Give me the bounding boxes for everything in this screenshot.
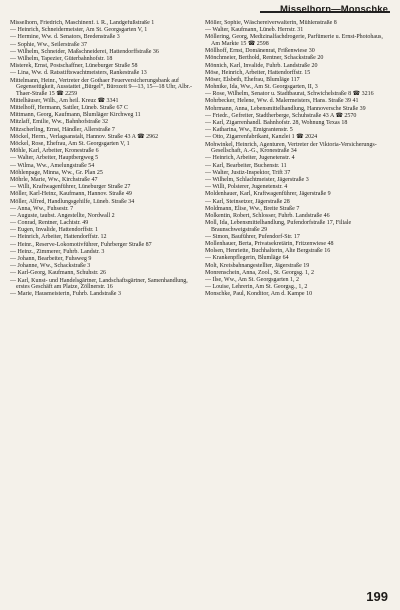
directory-entry: — Heinrich, Arbeiter, Hattendorffstr. 12 [10, 234, 107, 241]
directory-entry: — Heinrich, Arbeiter, Jugenetenstr. 4 [205, 155, 295, 162]
directory-entry: Möller, Karl-Heinz, Kaufmann, Hannov. Straße 49 [10, 191, 132, 198]
directory-entry: Möllering, Georg, Medizinalfachdrogerie, Parfümerie u. Ernst-Photohaus, Am Markte 15 ☎ 2598 [205, 34, 383, 47]
directory-entry: — Heinr., Reserve-Lokomotivführer, Fuhrberger Straße 87 [10, 241, 152, 248]
directory-entry: Mohrmann, Anna, Lebensmittelhandlung, Hannoversche Straße 39 [205, 105, 366, 112]
directory-entry: — Friedr., Gefreiter, Stadtherberge, Schuhstraße 43 A ☎ 2570 [205, 112, 357, 119]
directory-entry: — Sophie, Ww., Seilerstraße 37 [10, 41, 87, 48]
directory-entry: Monschke, Paul, Konditor, Am d. Kampe 10 [205, 291, 313, 298]
directory-entry: Mohwinkel, Heinrich, Agenturen, Vertreter der Viktoria-Versicherungs-Gesellschaft, A.-G., Kronestraße 34 [205, 141, 377, 155]
directory-entry: Misselhorn, Friedrich, Maschinenf. i. R., Landgefußstraße 1 [10, 20, 155, 26]
directory-entry: Mitzlaff, Emilie, Ww., Bahnhofstraße 32 [10, 119, 109, 126]
directory-entry: Möhle, Karl, Arbeiter, Kronestraße 6 [10, 148, 99, 155]
directory-entry: Moldenhauer, Karl, Kraftwagenführer, Jägerstraße 9 [205, 191, 331, 198]
directory-entry: Möse, Heinrich, Arbeiter, Hattendorffstr. 15 [205, 69, 311, 76]
directory-entry: Möckel, Rose, Ehefrau, Am St. Georgsgarten V, 1 [10, 141, 130, 147]
entry-columns [10, 20, 390, 584]
directory-entry: Möllhoff, Ernst, Domänenrat, Frißenwiese 30 [205, 48, 315, 55]
directory-entry: Mittelhäuser, Wilh., Am heil. Kreuz ☎ 3341 [10, 97, 119, 104]
directory-entry: — Johanne, Ww., Schackstraße 3 [10, 263, 91, 270]
directory-entry: Möller, Alfred, Handlungsgehilfe, Lüneb. Straße 34 [10, 198, 135, 205]
directory-entry: — Wilma, Ww., Amelungstraße 54 [10, 162, 95, 169]
directory-entry: Möckel, Herm., Verlagsanstalt, Hannov. Straße 43 A ☎ 2962 [10, 133, 159, 140]
directory-entry: — Walter, Kaufmann, Lüneb. Herrstr. 31 [205, 27, 304, 34]
running-head: Misselhorn—Monschke [279, 4, 388, 15]
directory-entry: — Krankenpflegerin, Blumläge 64 [205, 255, 289, 262]
directory-entry: — Heinz., Zimmerer, Fuhrb. Landstr. 3 [10, 248, 105, 255]
directory-entry: Möhrle, Marie, Ww., Kirchstraße 47 [10, 176, 98, 183]
directory-entry: — Heinrich, Schneidermeister, Am St. Georgsgarten V, 1 [10, 27, 148, 34]
directory-entry: Mönchmeier, Berthold, Rentner, Schackstraße 20 [205, 55, 324, 62]
directory-entry: Mollenhauer, Berta, Privatsekretärin, Fritzenwiese 48 [205, 241, 334, 248]
directory-entry: Moll, Ida, Lebensmittelhandlung, Pufendorfstraße 17, Filiale Braunschweigstraße 29 [205, 220, 352, 233]
directory-entry: — Conrad, Rentner, Lachtstr. 49 [10, 220, 89, 227]
directory-entry: — Marie, Hausmeisterin, Fuhrb. Landstraße 3 [10, 291, 121, 298]
directory-entry: Molt, Kreisbahnangestellter, Jägerstraße 19 [205, 262, 310, 269]
directory-entry: — Louise, Lehrerin, Am St. Georgsg., 1, 2 [205, 284, 308, 291]
directory-entry: Mönnich, Karl, Invalide, Fuhrb. Landstraße 20 [205, 62, 318, 69]
directory-entry: — Rose, Wilhelm, Senator u. Stadtbaurat, Schwichelstraße 8 ☎ 3216 [205, 91, 374, 98]
directory-entry: — Karl, Steinsetzer, Jägerstraße 28 [205, 198, 290, 205]
directory-entry: Moldmann, Elise, Ww., Breite Straße 7 [205, 205, 300, 212]
directory-entry: — Karl, Kunst- und Handelsgärtner, Landschaftsgärtner, Samenhandlung, erstes Geschäft am Platze, Zöllnerstr. 16 [10, 277, 188, 291]
directory-entry: — Otto, Zigarrenfabrikant, Kanzlei 1 ☎ 2024 [205, 134, 318, 141]
directory-entry: Möller, Sophie, Wäschereiverwalterin, Mühlenstraße 8 [205, 20, 337, 26]
directory-entry: — Wilhelm, Schlachtmeister, Jägerstraße 3 [205, 176, 309, 183]
directory-entry: — Anna, Ww., Fuhsestr. 7 [10, 205, 74, 212]
directory-entry: — Wilhelm, Tapezier, Güterbahnhofstr. 18 [10, 55, 113, 62]
directory-entry: Mittelmann, Heinr., Vertreter der Gothaer Feuerversicherungsbank auf Gegenseitigkeit, Ausstattet „Bürgel“, Bürozeit 9—13, 15—18 Uhr, Albr.-Thaer-Straße 15 ☎ 2259 [10, 77, 192, 97]
directory-entry: — Walter, Arbeiter, Hauptbergweg 5 [10, 155, 99, 162]
directory-entry: — Walter, Justiz-Inspektor, Trift 37 [205, 169, 291, 176]
directory-entry: — Karl-Georg, Kaufmann, Schuhstr. 26 [10, 270, 107, 277]
directory-entry: Mittmann, Georg, Kaufmann, Blumläger Kirchweg 11 [10, 112, 141, 119]
directory-entry: Misterek, Ernst, Postschaffner, Lüneburger Straße 58 [10, 63, 138, 70]
directory-entry: — Eugen, Invalide, Hattendorffstr. 1 [10, 227, 99, 234]
directory-entry: — Lina, Ww. d. Ratsstiftswachtmeisters, Rankestraße 13 [10, 70, 147, 77]
directory-entry: — Ilse, Ww., Am St. Georgsgarten 1, 2 [205, 276, 300, 283]
directory-entry: Mitzscherling, Ernst, Händler, Allerstraße 7 [10, 126, 115, 133]
directory-entry: — Karl, Zigarrenhandl. Bahnhofstr. 28, Wohnung Texas 18 [205, 120, 348, 127]
page-number: 199 [366, 589, 388, 604]
directory-entry: — Hermine, Ww. d. Senators, Bredenstraße 3 [10, 34, 120, 41]
directory-entry: Monrenschein, Anna, Zool., St. Georgsg. 1, 2 [205, 269, 315, 276]
directory-entry: Mohrbecker, Helene, Ww. d. Malermeisters, Hans. Straße 39 41 [205, 98, 359, 105]
directory-entry: Mohnike, Ida, Ww., Am St. Georgsgarten, II, 3 [205, 84, 318, 91]
directory-entry: — Katharina, Ww., Emigrantenstr. 5 [205, 127, 293, 134]
directory-entry: Mittelhoff, Hermann, Sattler, Lüneb. Straße 67 C [10, 105, 128, 112]
directory-entry: — Karl, Bearbeiter, Buchenstr. 11 [205, 162, 287, 169]
directory-entry: Möhlenpage, Minna, Ww., Gr. Plan 25 [10, 169, 103, 176]
directory-entry: Molsen, Henriette, Buchhalterin, Alte Bergstraße 16 [205, 248, 331, 255]
directory-entry: — Auguste, taubst. Angestellte, Nordwall 2 [10, 212, 115, 219]
left-column [10, 20, 195, 584]
directory-entry: — Wilhelm, Schneider, Maßschneiderei, Hattendorffstraße 36 [10, 48, 159, 55]
directory-entry: Möser, Elsbeth, Ehefrau, Blumläge 117 [205, 76, 300, 83]
right-column [205, 20, 390, 584]
directory-entry: — Simon, Bauführer, Pufendorf-Str. 17 [205, 233, 300, 240]
directory-entry: Molkentin, Robert, Schlosser, Fuhrb. Landstraße 46 [205, 212, 330, 219]
directory-entry: — Johann, Bearbeiter, Fuhsweg 9 [10, 256, 92, 262]
directory-entry: — Willi, Kraftwagenführer, Lüneburger Straße 27 [10, 184, 131, 191]
directory-entry: — Willi, Polsterer, Jugenetenstr. 4 [205, 184, 288, 191]
